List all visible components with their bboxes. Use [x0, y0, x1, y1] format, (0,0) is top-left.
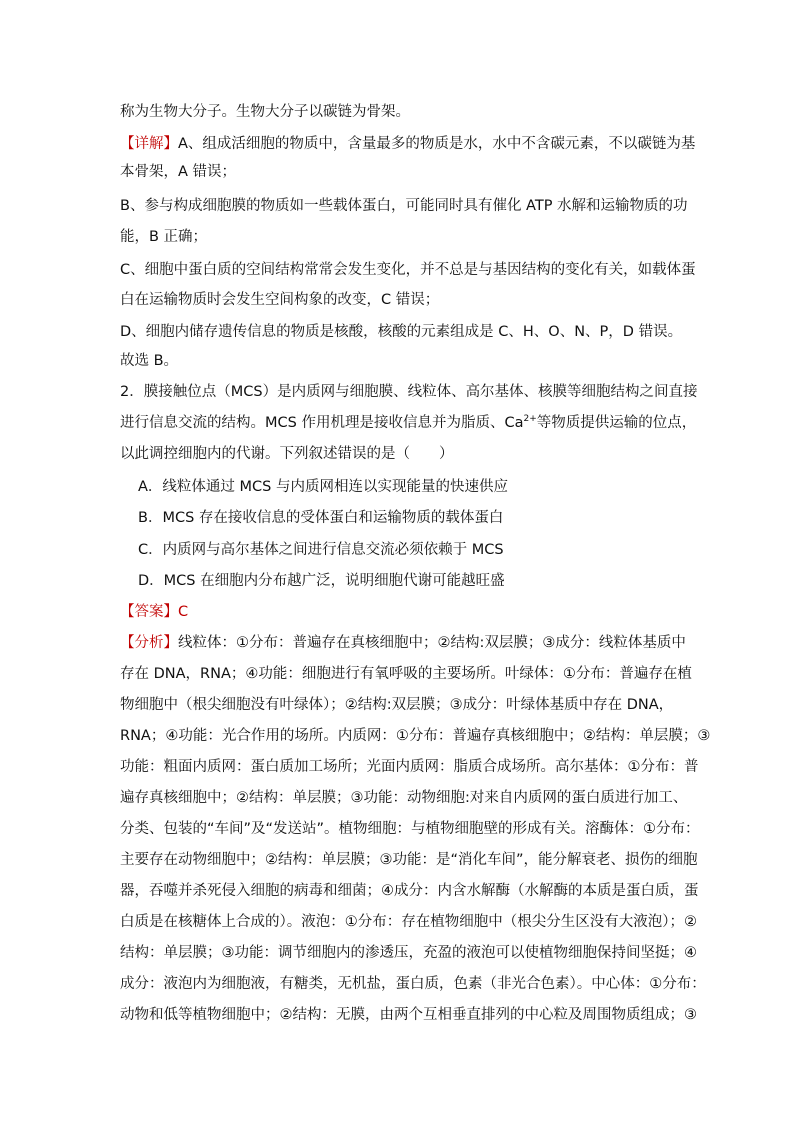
question-stem-3: 以此调控细胞内的代谢。下列叙述错误的是（ ）: [120, 446, 454, 462]
answer-tag: 【答案】: [120, 604, 178, 620]
detail-line-c2: 白在运输物质时会发生空间构象的改变，C 错误；: [120, 292, 440, 308]
detail-tag: 【详解】: [120, 136, 178, 152]
question-stem-1: 2．膜接触位点（MCS）是内质网与细胞膜、线粒体、高尔基体、核膜等细胞结构之间直接: [120, 384, 698, 400]
analysis-tag: 【分析】: [120, 635, 178, 651]
analysis-l1-text: 线粒体：①分布：普遍存在真核细胞中；②结构:双层膜；③成分：线粒体基质中: [178, 635, 686, 651]
analysis-line-13: 动物和低等植物细胞中；②结构：无膜，由两个互相垂直排列的中心粒及周围物质组成；③: [120, 1007, 697, 1023]
analysis-line-3: 物细胞中（根尖细胞没有叶绿体）；②结构:双层膜；③成分：叶绿体基质中存在 DNA，: [120, 697, 674, 713]
detail-line-a1: [120, 134, 695, 154]
analysis-line-6: 遍存真核细胞中；②结构：单层膜；③功能：动物细胞:对来自内质网的蛋白质进行加工、: [120, 790, 688, 806]
intro-line: 称为生物大分子。生物大分子以碳链为骨架。: [120, 104, 410, 120]
detail-line-a2: 本骨架，A 错误；: [120, 164, 237, 180]
analysis-line-8: 主要存在动物细胞中；②结构：单层膜；③功能：是“消化车间”，能分解衰老、损伤的细胞: [120, 852, 698, 868]
analysis-line-5: 功能：粗面内质网：蛋白质加工场所；光面内质网：脂质合成场所。高尔基体：①分布：普: [120, 759, 699, 775]
analysis-line-11: 结构：单层膜；③功能：调节细胞内的渗透压，充盈的液泡可以使植物细胞保持间坚挺；④: [120, 945, 697, 961]
analysis-line-10: 白质是在核糖体上合成的）。液泡：①分布：存在植物细胞中（根尖分生区没有大液泡）；②: [120, 914, 697, 930]
question-stem-2a: 进行信息交流的结构。MCS 作用机理是接收信息并为脂质、Ca: [120, 415, 524, 431]
answer-line: [120, 602, 188, 622]
detail-a1-text: A、组成活细胞的物质中，含量最多的物质是水，水中不含碳元素，不以碳链为基: [178, 136, 696, 152]
detail-line-c1: C、细胞中蛋白质的空间结构常常会发生变化，并不总是与基因结构的变化有关，如载体蛋: [120, 262, 696, 278]
analysis-line-4: RNA；④功能：光合作用的场所。内质网：①分布：普遍存真核细胞中；②结构：单层膜；③: [120, 728, 711, 744]
analysis-line-9: 器，吞噬并杀死侵入细胞的病毒和细菌；④成分：内含水解酶（水解酶的本质是蛋白质，蛋: [120, 883, 699, 899]
detail-line-d1: D、细胞内储存遗传信息的物质是核酸，核酸的元素组成是 C、H、O、N、P，D 错误。: [120, 324, 683, 340]
answer-value: C: [178, 604, 189, 620]
option-a: A．线粒体通过 MCS 与内质网相连以实现能量的快速供应: [138, 479, 508, 495]
detail-line-b1: B、参与构成细胞膜的物质如一些载体蛋白，可能同时具有催化 ATP 水解和运输物质的功: [120, 198, 688, 214]
calcium-charge: 2+: [523, 414, 537, 424]
detail-line-b2: 能，B 正确；: [120, 229, 208, 245]
option-b: B．MCS 存在接收信息的受体蛋白和运输物质的载体蛋白: [138, 510, 504, 526]
detail-conclusion: 故选 B。: [120, 353, 179, 369]
question-stem-2b: 等物质提供运输的位点，: [536, 415, 697, 431]
option-d: D．MCS 在细胞内分布越广泛，说明细胞代谢可能越旺盛: [138, 573, 505, 589]
question-stem-2: [120, 413, 696, 433]
option-c: C．内质网与高尔基体之间进行信息交流必须依赖于 MCS: [138, 542, 504, 558]
analysis-line-1: [120, 633, 686, 653]
analysis-line-7: 分类、包装的“车间”及“发送站”。植物细胞：与植物细胞壁的形成有关。溶酶体：①分布：: [120, 821, 700, 837]
analysis-line-12: 成分：液泡内为细胞液，有糖类，无机盐，蛋白质，色素（非光合色素）。中心体：①分布：: [120, 976, 706, 992]
analysis-line-2: 存在 DNA，RNA；④功能：细胞进行有氧呼吸的主要场所。叶绿体：①分布：普遍存在植: [120, 666, 692, 682]
